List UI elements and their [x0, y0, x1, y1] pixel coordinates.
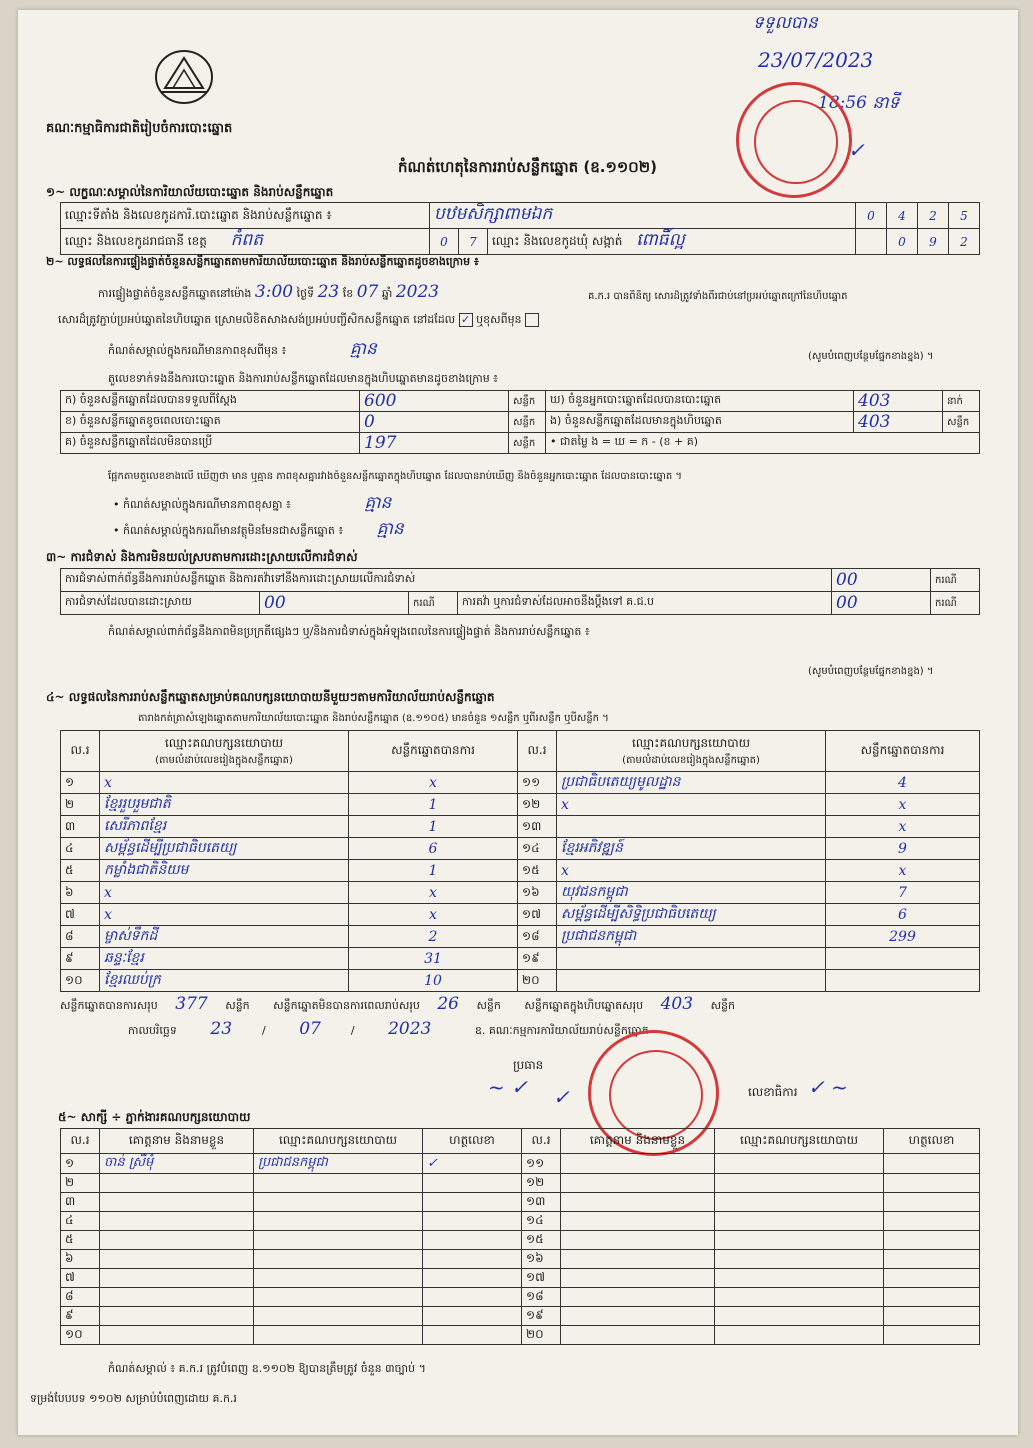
party-votes: 1: [349, 794, 518, 816]
province-code-1: 0: [430, 229, 459, 255]
witness-row: [61, 1269, 980, 1288]
total-in-box: 403: [660, 994, 694, 1014]
row-number: ១១: [522, 1154, 561, 1174]
witness-signature: [884, 1154, 980, 1174]
difference-note: កំណត់សម្គាល់ក្នុងករណីមានភាពខុសពីមុន ៖ គ្មាន: [108, 339, 377, 359]
party-name: x: [100, 772, 349, 794]
results-table: ល.រ ឈ្មោះគណបក្សនយោបាយ (តាមលំដាប់លេខរៀងក្នុងសន្លឹកឆ្នោត) សន្លឹកឆ្នោតបានការ ល.រ ឈ្មោះគណបក្សនយោបាយ (តាមលំដាប់លេខរៀងក្នុងសន្លឹកឆ្នោត) សន្លឹកឆ្នោតបានការ ១ x x ១១ ប្រជាធិបតេយ្យមូលដ្ឋាន 4 ២ ខ្មែររួបរួមជាតិ 1 ១២ x x ៣ សេរីភាពខ្មែរ 1 ១៣ x ៤ សម្ព័ន្ធដើម្បីប្រជាធិបតេយ្យ 6 ១៤ ខ្មែរអភិវឌ្ឍន៍ 9 ៥ កម្លាំងជាតិនិយម 1 ១៥ x x ៦ x x ១៦ យុវជនកម្ពុជា 7 ៧ x x ១៧ សម្ព័ន្ធដើម្បីសិទ្ធិប្រជាធិបតេយ្យ 6 ៨ ម្ចាស់ទឹកដី 2 ១៨ ប្រជាជនកម្ពុជា 299 ៩ ឆន្ទៈខ្មែរ 31 ១៩ ១០ ខ្មែរឈប់ក្រ 10 ២០: [60, 730, 980, 992]
location-code-1: 0: [856, 203, 887, 229]
row-number: ១១: [518, 772, 557, 794]
row-number: ៧: [61, 1269, 100, 1288]
witness-row: [61, 1212, 980, 1231]
row-number: ២: [61, 1174, 100, 1193]
party-name: ប្រជាធិបតេយ្យមូលដ្ឋាន: [557, 772, 826, 794]
witness-party: [254, 1326, 423, 1345]
witness-signature: [423, 1326, 522, 1345]
witness-party: [715, 1250, 884, 1269]
committee-name: គណៈកម្មាធិការជាតិរៀបចំការបោះឆ្នោត: [46, 121, 233, 136]
witness-row: [61, 1231, 980, 1250]
objections-total: 00: [832, 569, 931, 592]
receiver-signature: ✓: [848, 138, 865, 162]
verification-line-1b: គ.ក.រ បានពិនិត្យ សោរដ៏ត្រូវទាំងពីរជាប់នៅប្រអប់ឆ្នោតក្រៅនៃហិបឆ្នោត: [588, 291, 848, 302]
witness-name: [100, 1231, 254, 1250]
party-votes: 9: [826, 838, 980, 860]
witness-party: [254, 1250, 423, 1269]
total-valid: 377: [175, 994, 208, 1014]
row-number: ៣: [61, 816, 100, 838]
witness-row: [61, 1193, 980, 1212]
witness-row: [61, 1250, 980, 1269]
same-checkbox[interactable]: ✓: [459, 313, 473, 327]
section1-title: ១~ លក្ខណៈសម្គាល់នៃការិយាល័យបោះឆ្នោត និងរាប់សន្លឹកឆ្នោត: [46, 185, 334, 199]
fill-note-1: (សូមបំពេញបន្ថែមផ្នែកខាងខ្នង) ។: [808, 351, 934, 362]
date-day: 23: [210, 1019, 233, 1039]
party-name: [557, 816, 826, 838]
party-votes: x: [349, 772, 518, 794]
witness-signature: [423, 1231, 522, 1250]
witness-name: [561, 1307, 715, 1326]
witness-name: [561, 1231, 715, 1250]
commune-label: ឈ្មោះ និងលេខកូដឃុំ សង្កាត់: [492, 234, 623, 248]
row-number: ២០: [518, 970, 557, 992]
witness-row: [61, 1154, 980, 1174]
witness-name: [561, 1193, 715, 1212]
date-line: កាលបរិច្ឆេទ 23 / 07 / 2023 ឧ. គណៈកម្មការការិយាល័យរាប់សន្លឹកឆ្នោត: [128, 1019, 649, 1039]
row-number: ១៩: [522, 1307, 561, 1326]
party-name: x: [100, 882, 349, 904]
row-number: ៦: [61, 882, 100, 904]
row-number: ១៤: [518, 838, 557, 860]
row-number: ១: [61, 1154, 100, 1174]
witness-party: [254, 1269, 423, 1288]
row-number: ១២: [518, 794, 557, 816]
ballots-spoiled: 0: [360, 412, 509, 433]
witness-signature: [884, 1288, 980, 1307]
row-number: ១: [61, 772, 100, 794]
row-number: ៩: [61, 1307, 100, 1326]
row-number: ២០: [522, 1326, 561, 1345]
verification-line-1: ការផ្ទៀងផ្ទាត់ចំនួនសន្លឹកឆ្នោតនៅម៉ោង 3:00 ថ្ងៃទី 23 ខែ 07 ឆ្នាំ 2023: [98, 282, 440, 302]
row-number: ៣: [61, 1193, 100, 1212]
form-note: ទម្រង់បែបបទ ១១០២ សម្រាប់បំពេញដោយ គ.ក.រ: [30, 1392, 237, 1405]
party-votes: x: [349, 904, 518, 926]
location-value: បឋមសិក្សាពាមឯក: [434, 204, 553, 224]
section1-table: [60, 202, 980, 255]
received-date: 23/07/2023: [758, 48, 874, 72]
document-page: [18, 10, 1018, 1435]
party-votes: 4: [826, 772, 980, 794]
province-value: កំពត: [230, 230, 264, 250]
results-row: [61, 816, 980, 838]
row-number: ១៧: [522, 1269, 561, 1288]
party-votes: 10: [349, 970, 518, 992]
voters-voted: 403: [854, 391, 943, 412]
witness-name: ចាន់ ស្រីមុំ: [100, 1154, 254, 1174]
fill-note-2: (សូមបំពេញបន្ថែមផ្នែកខាងខ្នង) ។: [808, 666, 934, 677]
row-number: ៤: [61, 838, 100, 860]
secretary-label: លេខាធិការ: [748, 1085, 798, 1099]
party-votes: x: [826, 860, 980, 882]
party-name: x: [557, 794, 826, 816]
row-number: ៨: [61, 926, 100, 948]
figure-row-b: ខ) ចំនួនសន្លឹកឆ្នោតខូចពេលបោះឆ្នោត 0 សន្លឹក ង) ចំនួនសន្លឹកឆ្នោតដែលមានក្នុងហិបឆ្នោត 403 សន្លឹក: [61, 412, 980, 433]
witness-party: [715, 1269, 884, 1288]
location-code-3: 2: [918, 203, 949, 229]
results-row: [61, 926, 980, 948]
party-name: [557, 970, 826, 992]
location-code-4: 5: [949, 203, 980, 229]
party-votes: x: [826, 794, 980, 816]
ballots-in-box: 403: [854, 412, 943, 433]
footnote: កំណត់សម្គាល់ ៖ គ.ក.រ ត្រូវបំពេញ ឧ.១១០២ ឱ្យបានត្រឹមត្រូវ ចំនួន ៣ច្បាប់ ។: [108, 1362, 426, 1375]
witness-name: [561, 1269, 715, 1288]
received-time: 18:56 នាទី: [818, 93, 900, 113]
row-number: ៨: [61, 1288, 100, 1307]
witness-party: [715, 1193, 884, 1212]
different-checkbox[interactable]: [525, 313, 539, 327]
party-name: [557, 948, 826, 970]
president-signature: ~ ✓: [488, 1075, 528, 1099]
witness-signature: [423, 1269, 522, 1288]
witness-party: [254, 1193, 423, 1212]
date-year: 2023: [388, 1019, 432, 1039]
objections-table: ការជំទាស់ពាក់ព័ន្ធនឹងការរាប់សន្លឹកឆ្នោត និងការតវ៉ាទៅនឹងការដោះស្រាយលើការជំទាស់ 00 ករណី ការជំទាស់ដែលបានដោះស្រាយ 00 ករណី ការតវ៉ា ឬការជំទាស់ដែលអាចនឹងប្តឹងទៅ គ.ជ.ប 00 ករណី: [60, 568, 980, 615]
party-name: កម្លាំងជាតិនិយម: [100, 860, 349, 882]
row-number: ១៣: [522, 1193, 561, 1212]
witness-signature: [884, 1269, 980, 1288]
party-votes: 2: [349, 926, 518, 948]
party-name: យុវជនកម្ពុជា: [557, 882, 826, 904]
note-foreign-object: • កំណត់សម្គាល់ក្នុងករណីមានវត្ថុមិនមែនជាសន្លឹកឆ្នោត ៖ គ្មាន: [113, 519, 404, 539]
witness-row: [61, 1288, 980, 1307]
section4-title: ៤~ លទ្ធផលនៃការរាប់សន្លឹកឆ្នោតសម្រាប់គណបក្សនយោបាយនីមួយៗតាមការិយាល័យរាប់សន្លឹកឆ្នោត: [46, 690, 495, 704]
section4-subtitle: តារាងកត់ត្រាសំឡេងឆ្នោតតាមការិយាល័យបោះឆ្នោត និងរាប់សន្លឹកឆ្នោត (ឧ.១១០៥) មានចំនួន ១សន្លឹក ឬពីរសន្លឹក ឬបីសន្លឹក ។: [138, 713, 609, 724]
party-votes: 31: [349, 948, 518, 970]
verification-year: 2023: [395, 282, 440, 302]
results-row: [61, 838, 980, 860]
row-number: ១០: [61, 970, 100, 992]
witness-party: [254, 1231, 423, 1250]
verification-day: 23: [317, 282, 340, 302]
irregularity-note: កំណត់សម្គាល់ពាក់ព័ន្ធនឹងភាពមិនប្រក្រតីផ្សេងៗ ឬ/និងការជំទាស់ក្នុងអំឡុងពេលនៃការផ្ទៀងផ្ទាត់ និងការរាប់សន្លឹកឆ្នោត ៖: [108, 625, 590, 638]
witness-party: [715, 1288, 884, 1307]
section3-title: ៣~ ការជំទាស់ និងការមិនយល់ស្របតាមការដោះស្រាយលើការជំទាស់: [46, 550, 358, 564]
party-votes: 299: [826, 926, 980, 948]
party-votes: 1: [349, 860, 518, 882]
witness-party: [254, 1307, 423, 1326]
witness-party: [715, 1212, 884, 1231]
witness-name: [561, 1288, 715, 1307]
row-number: ៧: [61, 904, 100, 926]
emblem-logo: [153, 48, 215, 106]
party-votes: [826, 948, 980, 970]
figure-row-a: ក) ចំនួនសន្លឹកឆ្នោតដែលបានទទួលពីស្តែង 600 សន្លឹក ឃ) ចំនួនអ្នកបោះឆ្នោតដែលបានបោះឆ្នោត 403 នាក់: [61, 391, 980, 412]
results-row: [61, 948, 980, 970]
witness-name: [561, 1250, 715, 1269]
witness-party: [715, 1231, 884, 1250]
witness-row: [61, 1326, 980, 1345]
discrepancy-check: ផ្អែកតាមតួលេខខាងលើ ឃើញថា មាន ឬគ្មាន ភាពខុសគ្នារវាងចំនួនសន្លឹកឆ្នោតក្នុងហិបឆ្នោត ដែលបានរាប់ឃើញ និងចំនួនអ្នកបោះឆ្នោត ដែលបានបោះឆ្នោត ។: [108, 471, 683, 482]
witness-party: [254, 1212, 423, 1231]
witness-signature: [423, 1288, 522, 1307]
party-votes: x: [349, 882, 518, 904]
location-label: ឈ្មោះទីតាំង និងលេខកូដការិ.បោះឆ្នោត និងរាប់សន្លឹកឆ្នោត ៖: [65, 207, 332, 222]
witness-row: [61, 1174, 980, 1193]
total-invalid: 26: [437, 994, 459, 1014]
witness-signature: [884, 1212, 980, 1231]
row-number: ៩: [61, 948, 100, 970]
party-votes: 6: [349, 838, 518, 860]
row-number: ១៥: [518, 860, 557, 882]
witness-name: [561, 1212, 715, 1231]
witness-name: [100, 1174, 254, 1193]
row-number: ៥: [61, 860, 100, 882]
row-number: ៦: [61, 1250, 100, 1269]
witness-party: [715, 1326, 884, 1345]
row-number: ១៨: [518, 926, 557, 948]
note-discrepancy: • កំណត់សម្គាល់ក្នុងករណីមានភាពខុសគ្នា ៖ គ្មាន: [113, 493, 392, 513]
note-discrepancy-value: គ្មាន: [364, 493, 392, 513]
received-label: ទទួលបាន: [753, 13, 818, 33]
commune-code-1: 0: [887, 229, 918, 255]
row-number: ១៦: [522, 1250, 561, 1269]
totals-line: សន្លឹកឆ្នោតបានការសរុប 377 សន្លឹក សន្លឹកឆ្នោតមិនបានការពេលរាប់សរុប 26 សន្លឹក សន្លឹកឆ្នោតក្នុងហិបឆ្នោតសរុប 403 សន្លឹក: [60, 994, 736, 1014]
province-label: ឈ្មោះ និងលេខកូដរាជធានី ខេត្ត: [65, 234, 207, 248]
witness-signature: [884, 1307, 980, 1326]
row-number: ១៣: [518, 816, 557, 838]
results-row: [61, 882, 980, 904]
date-month: 07: [299, 1019, 321, 1039]
party-name: ឆន្ទៈខ្មែរ: [100, 948, 349, 970]
official-stamp-top: [736, 82, 852, 198]
row-number: ១៥: [522, 1231, 561, 1250]
witness-name: [100, 1212, 254, 1231]
commune-code-3: 2: [949, 229, 980, 255]
ballots-received: 600: [360, 391, 509, 412]
verification-time: 3:00: [254, 282, 294, 302]
witness-signature: [423, 1193, 522, 1212]
party-name: ប្រជាជនកម្ពុជា: [557, 926, 826, 948]
difference-value: គ្មាន: [349, 339, 377, 359]
row-number: ១៧: [518, 904, 557, 926]
witness-name: [100, 1193, 254, 1212]
objections-resolved: 00: [260, 592, 409, 615]
witness-name: [100, 1307, 254, 1326]
witness-name: [561, 1326, 715, 1345]
witness-party: [715, 1174, 884, 1193]
row-number: ១៤: [522, 1212, 561, 1231]
witness-party: [254, 1174, 423, 1193]
results-row: [61, 794, 980, 816]
party-name: សេរីភាពខ្មែរ: [100, 816, 349, 838]
commune-value: ពោធិ៍ល្អ: [636, 230, 685, 250]
verification-month: 07: [356, 282, 379, 302]
results-row: [61, 904, 980, 926]
witness-signature: [884, 1231, 980, 1250]
witness-signature: [423, 1250, 522, 1269]
commune-code-2: 9: [918, 229, 949, 255]
witness-party: [715, 1154, 884, 1174]
party-name: x: [100, 904, 349, 926]
party-name: x: [557, 860, 826, 882]
document-title: កំណត់ហេតុនៃការរាប់សន្លឹកឆ្នោត (ឧ.១១០២): [398, 158, 658, 176]
witness-signature: ✓: [423, 1154, 522, 1174]
row-number: ១៨: [522, 1288, 561, 1307]
party-name: ខ្មែររួបរួមជាតិ: [100, 794, 349, 816]
location-code-2: 4: [887, 203, 918, 229]
witness-name: [100, 1269, 254, 1288]
witness-signature: [423, 1174, 522, 1193]
row-number: ៤: [61, 1212, 100, 1231]
verification-line-2: សោរដ៏ត្រូវភ្ជាប់ប្រអប់ឆ្នោតនៃហិបឆ្នោត ស្រោមលិខិតសាងសង់ប្រអប់បញ្ជីសិកសន្លឹកឆ្នោត នៅដដែល ✓ ឬខុសពីមុន: [58, 313, 539, 327]
row-number: ១៦: [518, 882, 557, 904]
results-row: [61, 970, 980, 992]
party-name: ម្ចាស់ទឹកដី: [100, 926, 349, 948]
witness-name: [100, 1326, 254, 1345]
party-name: សម្ព័ន្ធដើម្បីប្រជាធិបតេយ្យ: [100, 838, 349, 860]
results-row: [61, 860, 980, 882]
note-foreign-object-value: គ្មាន: [376, 519, 404, 539]
row-number: ១៩: [518, 948, 557, 970]
province-code-2: 7: [459, 229, 488, 255]
ballots-unused: 197: [360, 433, 509, 454]
results-row: [61, 772, 980, 794]
witness-table: ល.រ គោត្តនាម និងនាមខ្លួន ឈ្មោះគណបក្សនយោបាយ ហត្ថលេខា ល.រ គោត្តនាម និងនាមខ្លួន ឈ្មោះគណបក្សនយោបាយ ហត្ថលេខា ១ ចាន់ ស្រីមុំ ប្រជាជនកម្ពុជា ✓ ១១ ២ ១២ ៣ ១៣ ៤ ១៤ ៥ ១៥ ៦ ១៦ ៧ ១៧ ៨ ១៨ ៩ ១៩ ១០ ២០: [60, 1128, 980, 1345]
row-number: ២: [61, 794, 100, 816]
party-votes: 1: [349, 816, 518, 838]
party-votes: x: [826, 816, 980, 838]
party-name: ខ្មែរឈប់ក្រ: [100, 970, 349, 992]
witness-name: [100, 1288, 254, 1307]
secretary-signature: ✓ ~: [808, 1075, 848, 1099]
witness-row: [61, 1307, 980, 1326]
witness-signature: [884, 1193, 980, 1212]
figures-intro: តួលេខទាក់ទងនឹងការបោះឆ្នោត និងការរាប់សន្លឹកឆ្នោតដែលមានក្នុងហិបឆ្នោតមានដូចខាងក្រោម ៖: [108, 372, 499, 385]
section5-title: ៥~ សាក្សី ÷ ភ្នាក់ងារគណបក្សនយោបាយ: [58, 1110, 251, 1124]
witness-signature: [884, 1174, 980, 1193]
row-number: ១២: [522, 1174, 561, 1193]
president-label: ប្រធាន: [513, 1058, 544, 1072]
witness-signature: [423, 1212, 522, 1231]
row-number: ១០: [61, 1326, 100, 1345]
section2-title: ២~ លទ្ធផលនៃការផ្ទៀងផ្ទាត់ចំនួនសន្លឹកឆ្នោតតាមការិយាល័យបោះឆ្នោត និងរាប់សន្លឹកឆ្នោតដូចខាងក្រោម ៖: [46, 255, 479, 268]
witness-party: [254, 1288, 423, 1307]
figures-table: [60, 390, 980, 454]
party-name: ខ្មែរអភិវឌ្ឍន៍: [557, 838, 826, 860]
member-signature: ✓: [553, 1085, 570, 1109]
party-votes: 6: [826, 904, 980, 926]
witness-party: [715, 1307, 884, 1326]
figure-row-c: គ) ចំនួនសន្លឹកឆ្នោតដែលមិនបានប្រើ 197 សន្លឹក • ជាតម្លៃ ង = ឃ = ក - (ខ + គ): [61, 433, 980, 454]
row-number: ៥: [61, 1231, 100, 1250]
objections-appealable: 00: [832, 592, 931, 615]
party-votes: [826, 970, 980, 992]
party-votes: 7: [826, 882, 980, 904]
witness-signature: [884, 1250, 980, 1269]
witness-signature: [884, 1326, 980, 1345]
witness-party: ប្រជាជនកម្ពុជា: [254, 1154, 423, 1174]
witness-name: [100, 1250, 254, 1269]
witness-signature: [423, 1307, 522, 1326]
witness-name: [561, 1174, 715, 1193]
party-name: សម្ព័ន្ធដើម្បីសិទ្ធិប្រជាធិបតេយ្យ: [557, 904, 826, 926]
witness-name: [561, 1154, 715, 1174]
